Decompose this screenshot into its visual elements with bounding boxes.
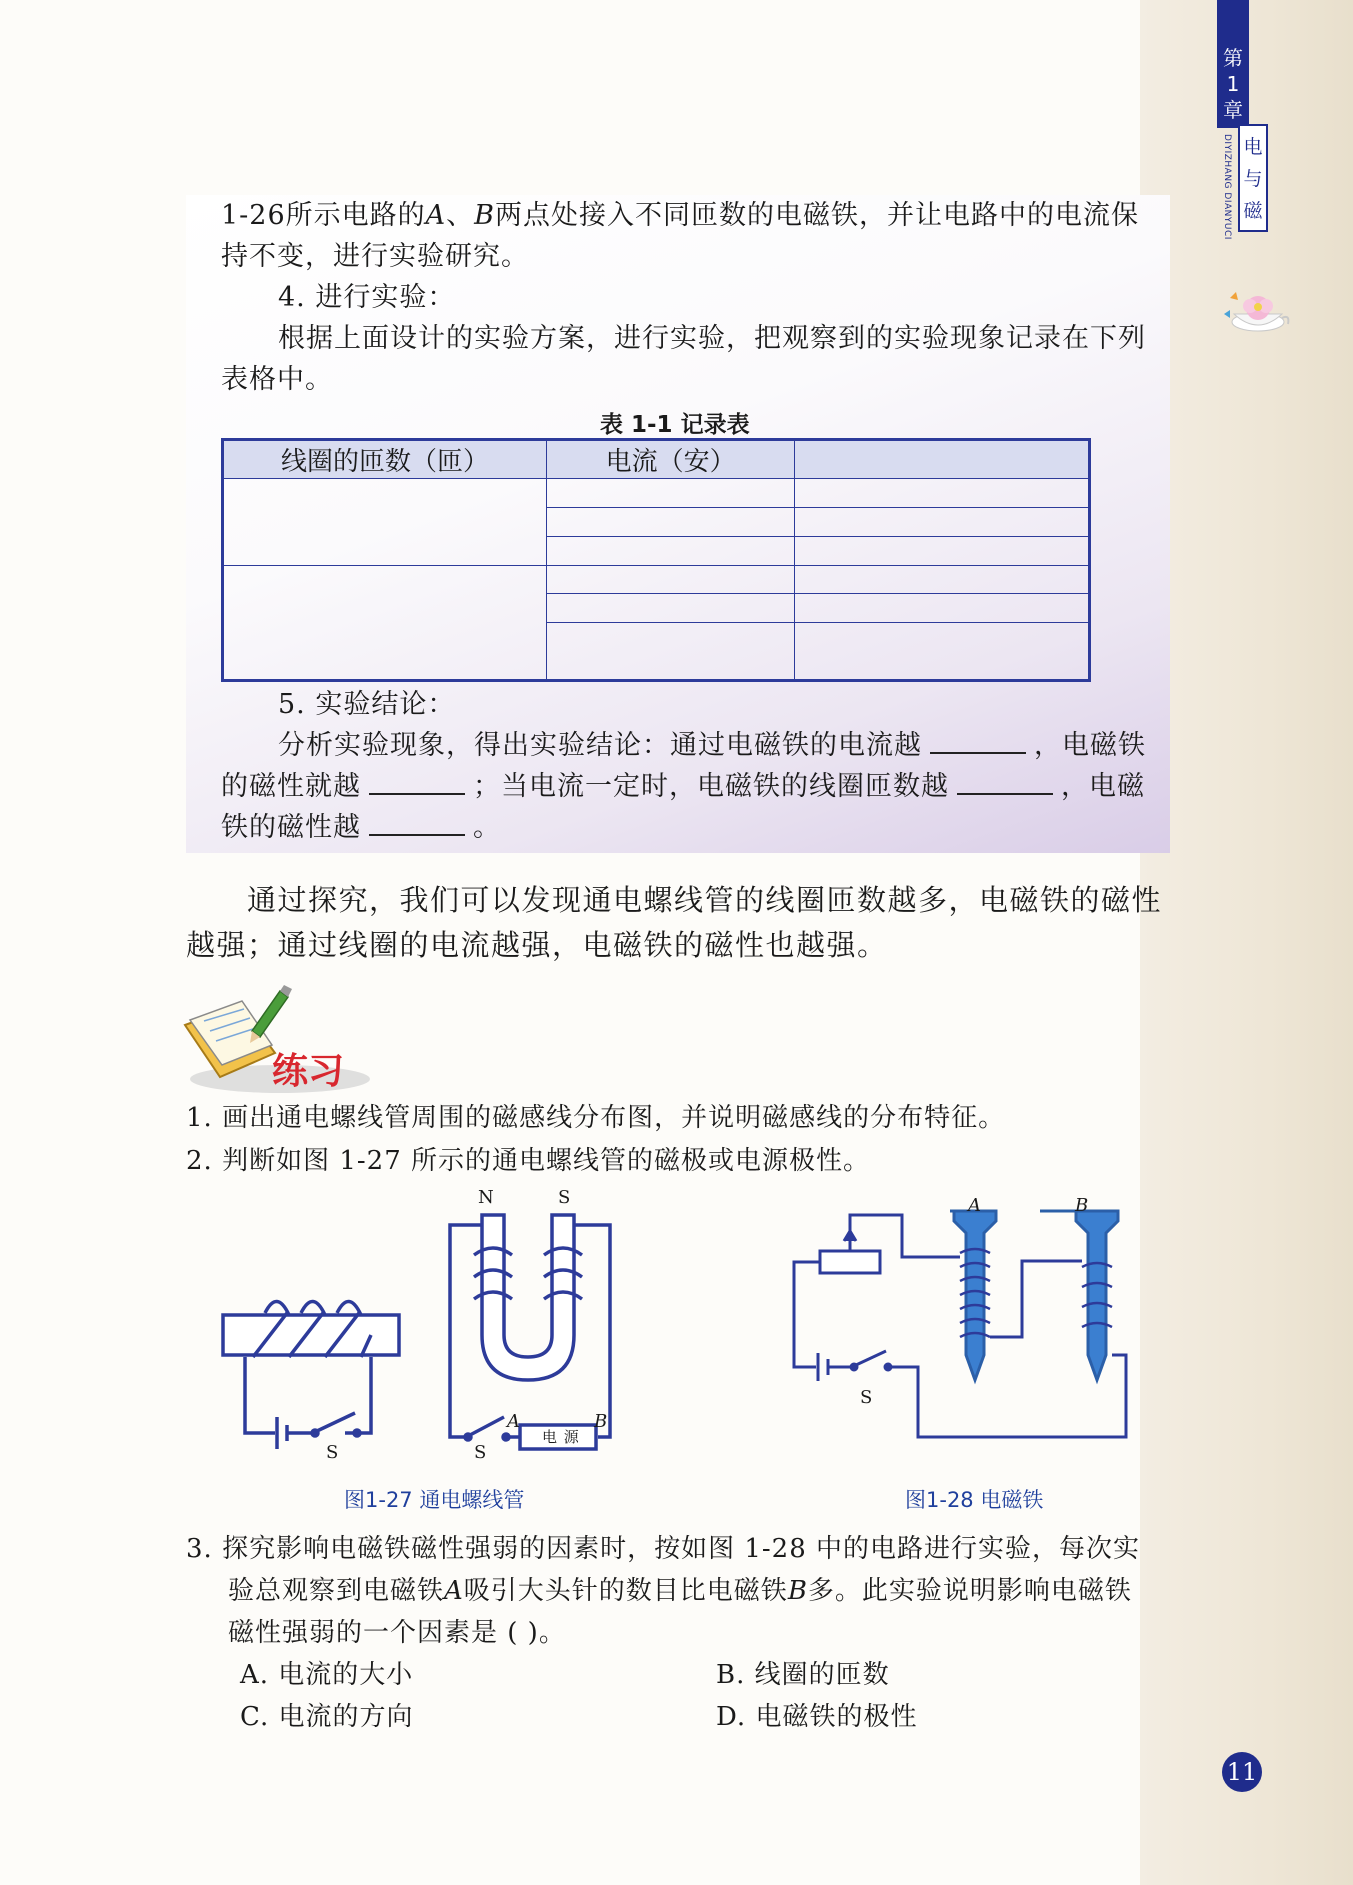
table-row <box>223 565 1090 594</box>
answer-blank[interactable] <box>369 808 465 836</box>
box-line-1-mid: 、 <box>446 200 475 231</box>
answer-blank[interactable] <box>957 767 1053 795</box>
south-pole-label: S <box>558 1187 572 1208</box>
chapter-tab <box>1217 0 1249 128</box>
summary-line-1: 通过探究，我们可以发现通电螺线管的线圈匝数越多，电磁铁的磁性 <box>247 883 1163 917</box>
box-line-2: 持不变，进行实验研究。 <box>221 241 529 272</box>
fig28-switch-label: S <box>860 1387 874 1408</box>
question-3-line-1: 3. 探究影响电磁铁磁性强弱的因素时，按如图 1-28 中的电路进行实验，每次实 <box>186 1534 1141 1564</box>
exercise-title: 练习 <box>272 1051 345 1092</box>
table-cell[interactable] <box>546 594 794 623</box>
option-a[interactable]: A. 电流的大小 <box>240 1660 414 1690</box>
step-5-line-3 <box>221 807 501 849</box>
chapter-title <box>1238 124 1268 232</box>
power-supply-label: 电 源 <box>542 1428 580 1446</box>
chapter-title-1: 电 <box>1243 136 1263 158</box>
option-c[interactable]: C. 电流的方向 <box>240 1702 414 1732</box>
option-b[interactable]: B. 线圈的匝数 <box>716 1660 890 1690</box>
step-4-line-1: 根据上面设计的实验方案，进行实验，把观察到的实验现象记录在下列 <box>278 323 1146 354</box>
header-coil-turns: 线圈的匝数（匝） <box>223 440 547 479</box>
q3-line-2-post: 多。此实验说明影响电磁铁 <box>807 1576 1132 1606</box>
point-b-label: B <box>474 200 496 231</box>
table-cell[interactable] <box>223 479 547 566</box>
table-caption: 表 1-1 记录表 <box>600 412 750 438</box>
answer-blank[interactable] <box>369 767 465 795</box>
step-5-line-1 <box>278 725 1146 767</box>
step-4-line-2: 表格中。 <box>221 364 333 395</box>
table-cell[interactable] <box>546 479 794 508</box>
q3-line-2-mid: 吸引大头针的数目比电磁铁 <box>463 1576 788 1606</box>
step-5-title: 5. 实验结论： <box>278 689 456 720</box>
step-5-line-2 <box>221 766 1145 808</box>
fig27b-switch-label: S <box>474 1442 488 1463</box>
fig27a-switch-label: S <box>326 1442 340 1463</box>
figure-1-28-caption: 图1-28 电磁铁 <box>905 1488 1044 1512</box>
table-cell[interactable] <box>795 594 1090 623</box>
table-row <box>223 479 1090 508</box>
box-line-1-pre: 1-26所示电路的 <box>221 200 426 231</box>
header-blank <box>795 440 1090 479</box>
terminal-a-label: A <box>507 1411 521 1432</box>
answer-blank[interactable] <box>930 726 1026 754</box>
table-cell[interactable] <box>795 623 1090 681</box>
q3-magnet-b: B <box>787 1576 808 1606</box>
q3-line-2-pre: 验总观察到电磁铁 <box>228 1576 445 1606</box>
table-cell[interactable] <box>795 565 1090 594</box>
chapter-pinyin: DIYIZHANG DIANYUCI <box>1222 134 1232 240</box>
summary-line-2: 越强；通过线圈的电流越强，电磁铁的磁性也越强。 <box>186 928 888 962</box>
page-edge-strip <box>1140 0 1353 1885</box>
table-cell[interactable] <box>795 536 1090 565</box>
step-4-title: 4. 进行实验： <box>278 282 456 313</box>
table-cell[interactable] <box>546 565 794 594</box>
question-1: 1. 画出通电螺线管周围的磁感线分布图，并说明磁感线的分布特征。 <box>186 1103 1006 1133</box>
record-table <box>221 438 1091 682</box>
chapter-label-3: 章 <box>1223 98 1243 122</box>
table-cell[interactable] <box>795 479 1090 508</box>
table-cell[interactable] <box>223 565 547 680</box>
box-line-1 <box>221 195 1139 237</box>
point-a-label: A <box>425 200 447 231</box>
question-2: 2. 判断如图 1-27 所示的通电螺线管的磁极或电源极性。 <box>186 1146 871 1176</box>
terminal-b-label: B <box>594 1411 609 1432</box>
figure-1-27-solenoid <box>215 1185 415 1465</box>
chapter-label-1: 第 <box>1223 46 1243 70</box>
figure-1-28-electromagnets <box>790 1205 1130 1445</box>
step-5-line-2-post: ，电磁 <box>1061 771 1145 802</box>
table-cell[interactable] <box>546 507 794 536</box>
chapter-title-3: 磁 <box>1243 200 1263 222</box>
chapter-label-2: 1 <box>1226 72 1240 96</box>
table-cell[interactable] <box>546 623 794 681</box>
table-cell[interactable] <box>546 536 794 565</box>
step-5-line-1-post: ，电磁铁 <box>1034 730 1146 761</box>
header-current: 电流（安） <box>546 440 794 479</box>
electromagnet-a-label: A <box>968 1195 982 1216</box>
question-3-line-2 <box>228 1570 1132 1612</box>
option-d[interactable]: D. 电磁铁的极性 <box>716 1702 918 1732</box>
flower-cup-icon <box>1220 284 1290 334</box>
electromagnet-b-label: B <box>1075 1195 1090 1216</box>
step-5-line-1-pre: 分析实验现象，得出实验结论：通过电磁铁的电流越 <box>278 730 922 761</box>
chapter-title-2: 与 <box>1243 168 1263 190</box>
page-number: 11 <box>1222 1752 1262 1792</box>
figure-1-27-caption: 图1-27 通电螺线管 <box>344 1488 525 1512</box>
step-5-line-2-mid: ；当电流一定时，电磁铁的线圈匝数越 <box>473 771 949 802</box>
table-header-row <box>223 440 1090 479</box>
step-5-line-3-post: 。 <box>473 812 501 843</box>
step-5-line-3-pre: 铁的磁性越 <box>221 812 361 843</box>
question-3-line-3: 磁性强弱的一个因素是 ( )。 <box>228 1618 566 1648</box>
q3-magnet-a: A <box>444 1576 464 1606</box>
box-line-1-post: 两点处接入不同匝数的电磁铁，并让电路中的电流保 <box>495 200 1140 231</box>
figure-1-27-u-magnet <box>440 1205 620 1465</box>
step-5-line-2-pre: 的磁性就越 <box>221 771 361 802</box>
table-cell[interactable] <box>795 507 1090 536</box>
north-pole-label: N <box>478 1187 495 1208</box>
